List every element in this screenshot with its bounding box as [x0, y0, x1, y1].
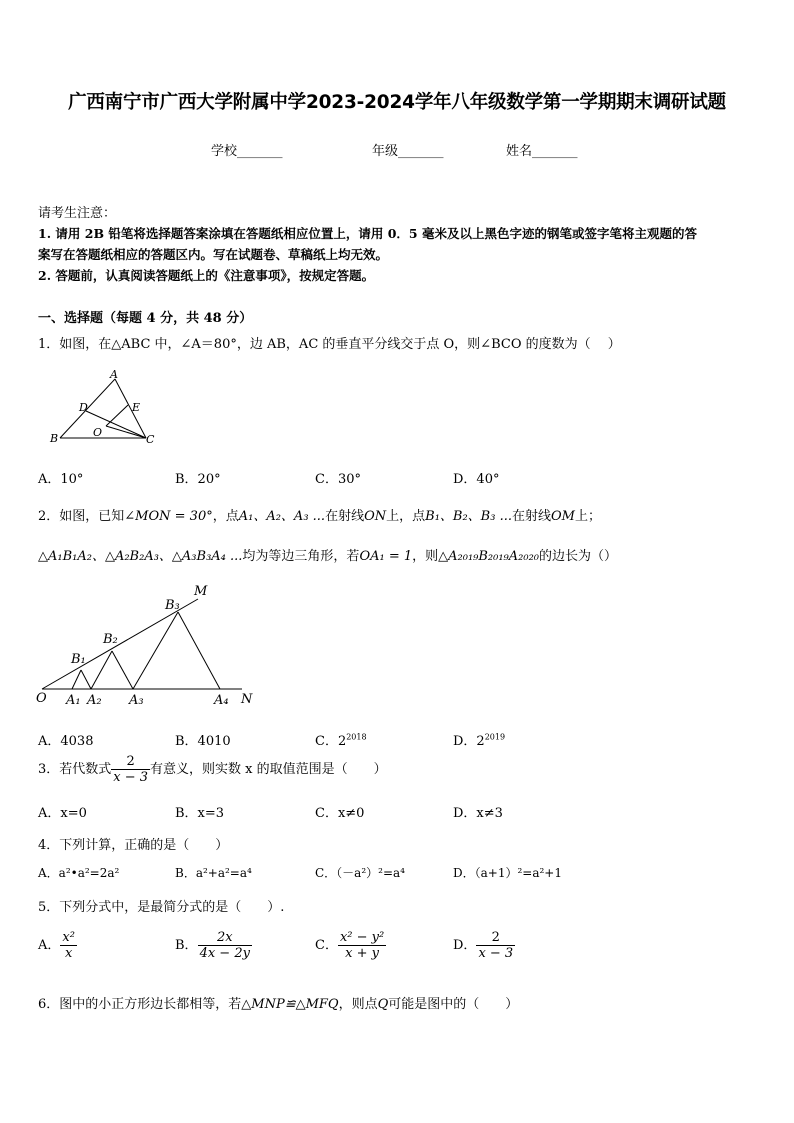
- q1-stem: 1．如图，在△ABC 中，∠A＝80°，边 AB，AC 的垂直平分线交于点 O，则∠BCO 的度数为（ ）: [38, 337, 621, 352]
- q5-option-a: A． $\frac{\text{x²}}{x}$: [38, 930, 75, 961]
- q1-label-b: B: [50, 432, 59, 445]
- q1-triangle-figure: [46, 368, 166, 448]
- q3-option-a: A．x=0: [38, 806, 87, 821]
- q1-option-c: C．30°: [315, 472, 361, 487]
- school-field: 学校_______: [211, 144, 283, 159]
- q5-option-b: B． $\frac{2x}{4x - 2y}$: [175, 930, 250, 961]
- q5-stem: 5．下列分式中，是最简分式的是（ ）.: [38, 900, 285, 915]
- q5-option-d: D． $\frac{2}{x - 3}$: [453, 930, 514, 961]
- q2-label-b2: B₂: [103, 632, 118, 647]
- q2-option-a: A．4038: [38, 734, 94, 749]
- q2-option-c: C．$2^{2018}$: [315, 732, 367, 749]
- page-title: 广西南宁市广西大学附属中学2023-2024学年八年级数学第一学期期末调研试题: [68, 92, 726, 113]
- q1-label-e: E: [132, 401, 141, 414]
- q2-label-a4: A₄: [214, 693, 229, 708]
- q1-option-a: A．10°: [38, 472, 84, 487]
- notice-line1: 1. 请用 2B 铅笔将选择题答案涂填在答题纸相应位置上，请用 0．5 毫米及以上黑色字迹的钢笔或签字笔将主观题的答: [38, 226, 697, 241]
- q3-fraction: $\frac{2}{x - 3}$: [113, 754, 149, 785]
- q4-option-b: B．a²+a²=a⁴: [175, 866, 252, 880]
- q4-option-a: A．a²•a²=2a²: [38, 866, 120, 880]
- notice-line2: 2. 答题前，认真阅读答题纸上的《注意事项》，按规定答题。: [38, 268, 375, 283]
- q2-label-a3: A₃: [129, 693, 144, 708]
- notice-heading: 请考生注意：: [38, 206, 117, 221]
- grade-field: 年级_______: [372, 144, 444, 159]
- q2-label-b3: B₃: [165, 598, 180, 613]
- q3-option-b: B．x=3: [175, 806, 225, 821]
- q2-label-n: N: [241, 692, 253, 707]
- q4-option-c: C．（－a²）²=a⁴: [315, 866, 405, 880]
- q2-label-b1: B₁: [71, 652, 86, 667]
- q3-option-d: D．x≠3: [453, 806, 503, 821]
- q2-label-a2: A₂: [87, 693, 102, 708]
- q1-label-a: A: [110, 368, 118, 381]
- q2-stem: 2．如图，已知∠MON = 30°，点A₁、A₂、A₃ ...在射线ON上，点B₁、B₂、B₃ ...在射线OM上；: [38, 509, 601, 524]
- q1-label-c: C: [146, 433, 155, 446]
- q1-option-d: D．40°: [453, 472, 500, 487]
- q2-label-a1: A₁: [66, 693, 81, 708]
- q5-option-c: C． $\frac{\text{x² − y²}}{x + y}$: [315, 930, 385, 961]
- q1-label-o: O: [93, 426, 103, 439]
- q2-stem-line2: △A₁B₁A₂、△A₂B₂A₃、△A₃B₃A₄ ...均为等边三角形，若OA₁ = 1，则△A₂₀₁₉B₂₀₁₉A₂₀₂₀的边长为（）: [38, 549, 618, 564]
- q2-label-o: O: [36, 691, 47, 706]
- q2-option-b: B．4010: [175, 734, 231, 749]
- q3-stem: 3．若代数式 $\frac{2}{x - 3}$ 有意义，则实数 x 的取值范围是（ ）: [38, 754, 387, 785]
- name-field: 姓名_______: [506, 144, 578, 159]
- q4-option-d: D．（a+1）²=a²+1: [453, 866, 562, 880]
- notice-line1b: 案写在答题纸相应的答题区内。写在试题卷、草稿纸上均无效。: [38, 247, 389, 262]
- q6-stem: 6．图中的小正方形边长都相等，若△MNP≌△MFQ，则点Q可能是图中的（ ）: [38, 997, 519, 1012]
- q1-label-d: D: [79, 401, 88, 414]
- q2-option-d: D．$2^{2019}$: [453, 732, 506, 749]
- q1-option-b: B．20°: [175, 472, 221, 487]
- q3-option-c: C．x≠0: [315, 806, 365, 821]
- section-heading: 一、选择题（每题 4 分，共 48 分）: [38, 311, 253, 326]
- q2-equilateral-figure: [30, 578, 270, 713]
- q2-label-m: M: [194, 584, 208, 599]
- q4-stem: 4．下列计算，正确的是（ ）: [38, 838, 229, 853]
